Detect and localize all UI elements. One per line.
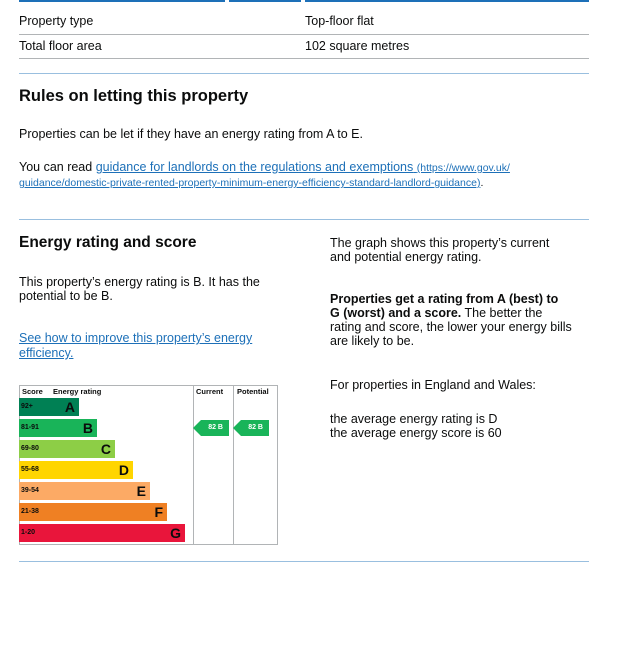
rating-explainer-line1: Properties get a rating from A (best) to — [330, 292, 559, 306]
band-range-label: 69-80 — [21, 445, 39, 452]
energy-rating-line2: potential to be B. — [19, 289, 113, 303]
rating-explainer-line3: rating and score, the lower your energy bills — [330, 320, 572, 334]
rating-band-g — [19, 524, 185, 542]
letting-paragraph: Properties can be let if they have an energy rating from A to E. — [19, 127, 363, 141]
average-rating-text: the average energy rating is D — [330, 412, 498, 426]
band-range-label: 81-91 — [21, 424, 39, 431]
band-range-label: 55-68 — [21, 466, 39, 473]
energy-rating-heading: Energy rating and score — [19, 234, 197, 251]
graph-column-divider — [193, 385, 194, 544]
england-wales-label: For properties in England and Wales: — [330, 378, 536, 392]
band-range-label: 21-38 — [21, 508, 39, 515]
table-top-border — [19, 0, 589, 4]
rating-band-b — [19, 419, 97, 437]
band-range-label: 39-54 — [21, 487, 39, 494]
row-value: Top-floor flat — [305, 14, 374, 28]
row-value: 102 square metres — [305, 39, 410, 53]
rating-band-d — [19, 461, 133, 479]
letting-heading: Rules on letting this property — [19, 87, 249, 105]
band-letter-label: A — [64, 399, 75, 415]
rating-column-header: Energy rating — [53, 387, 102, 396]
graph-description-line1: The graph shows this property’s current — [330, 236, 550, 250]
rating-band-c — [19, 440, 115, 458]
section-divider — [19, 561, 589, 562]
rating-band-e — [19, 482, 150, 500]
potential-column-header: Potential — [237, 387, 269, 396]
band-range-label: 1-20 — [21, 529, 36, 536]
rating-band-a — [19, 398, 79, 416]
landlord-guidance-link-url[interactable]: guidance/domestic-private-rented-property-minimum-energy-efficiency-standard-landlord-guidance). — [19, 177, 484, 189]
landlord-guidance-link[interactable]: guidance for landlords on the regulations and exemptions (https://www.gov.uk/ — [95, 160, 510, 174]
section-divider — [19, 219, 589, 220]
band-letter-label: B — [82, 420, 93, 436]
current-column-header: Current — [196, 387, 224, 396]
current-rating-arrow: 82 B — [201, 420, 229, 436]
row-divider — [19, 34, 589, 35]
letting-guidance-paragraph: You can read guidance for landlords on the regulations and exemptions (https://www.gov.uk/ — [19, 160, 510, 174]
rating-band-f — [19, 503, 167, 521]
row-divider — [19, 58, 589, 59]
band-letter-label: G — [170, 525, 181, 541]
band-letter-label: D — [118, 462, 129, 478]
band-range-label: 92+ — [21, 403, 33, 410]
band-letter-label: E — [136, 483, 146, 499]
improve-efficiency-link[interactable]: See how to improve this property’s energy — [19, 331, 253, 345]
score-column-header: Score — [22, 387, 43, 396]
band-letter-label: F — [154, 504, 163, 520]
section-divider — [19, 73, 589, 74]
graph-description-line2: and potential energy rating. — [330, 250, 482, 264]
rating-explainer-line4: are likely to be. — [330, 334, 415, 348]
improve-efficiency-link-line2[interactable]: efficiency. — [19, 346, 74, 360]
potential-rating-arrow: 82 B — [241, 420, 269, 436]
energy-rating-graph — [19, 385, 277, 545]
average-score-text: the average energy score is 60 — [330, 426, 502, 440]
band-letter-label: C — [100, 441, 111, 457]
energy-rating-line1: This property’s energy rating is B. It has the — [19, 275, 260, 289]
row-label: Total floor area — [19, 39, 102, 53]
rating-explainer-line2: G (worst) and a score. The better the — [330, 306, 543, 320]
graph-column-divider — [233, 385, 234, 544]
row-label: Property type — [19, 14, 94, 28]
